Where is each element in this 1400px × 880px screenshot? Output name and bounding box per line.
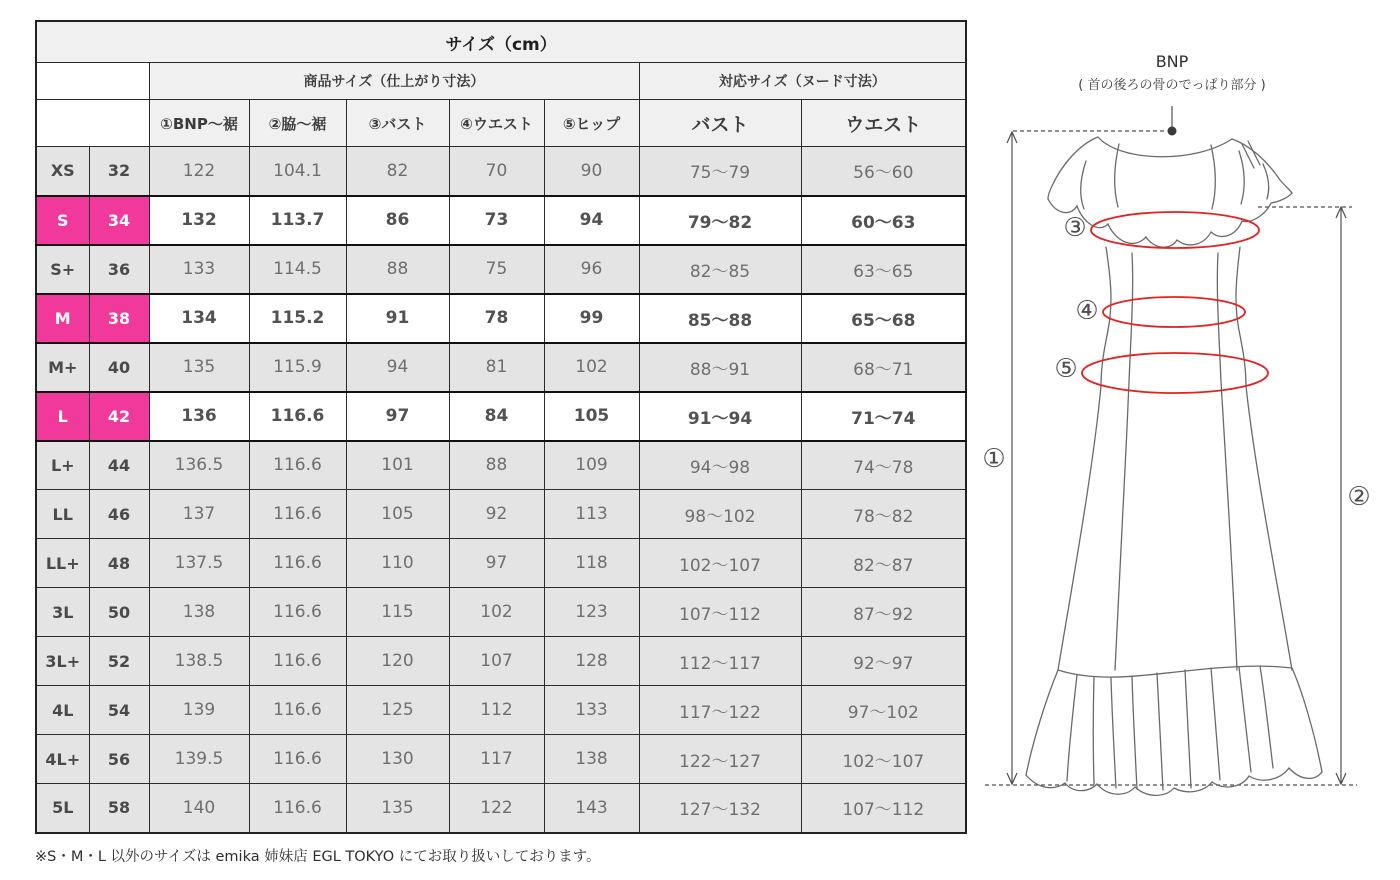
footnote: ※S・M・L 以外のサイズは emika 姉妹店 EGL TOKYO にてお取り扱いしております。 [35,849,601,865]
value-cell: 127～132 [639,784,801,833]
value-cell: 63～65 [801,245,966,294]
value-cell: 78～82 [801,490,966,539]
size-number-cell: 36 [89,245,149,294]
col-header-bust: ③バスト [346,100,449,147]
value-cell: 102～107 [801,735,966,784]
size-label-cell: 3L+ [36,637,89,686]
value-cell: 102～107 [639,539,801,588]
value-cell: 94～98 [639,441,801,490]
value-cell: 137 [149,490,249,539]
table-row [36,588,966,637]
value-cell: 79～82 [639,196,801,245]
value-cell: 107～112 [801,784,966,833]
value-cell: 88 [449,441,544,490]
waist-ellipse [1103,297,1245,327]
bnp-point-dot [1168,127,1177,136]
value-cell: 115.2 [249,294,346,343]
value-cell: 75 [449,245,544,294]
table-row [36,245,966,294]
value-cell: 88 [346,245,449,294]
value-cell: 68～71 [801,343,966,392]
value-cell: 94 [346,343,449,392]
value-cell: 70 [449,147,544,196]
value-cell: 109 [544,441,639,490]
value-cell: 73 [449,196,544,245]
value-cell: 136.5 [149,441,249,490]
table-row [36,735,966,784]
measure-lines [985,106,1357,785]
value-cell: 60～63 [801,196,966,245]
value-cell: 122 [449,784,544,833]
value-cell: 143 [544,784,639,833]
blank-cell [36,100,149,147]
value-cell: 74～78 [801,441,966,490]
size-number-cell: 52 [89,637,149,686]
value-cell: 82～87 [801,539,966,588]
value-cell: 116.6 [249,392,346,441]
group-header-product: 商品サイズ（仕上がり寸法） [149,63,639,100]
value-cell: 87～92 [801,588,966,637]
size-label-cell: S [36,196,89,245]
value-cell: 91～94 [639,392,801,441]
value-cell: 116.6 [249,686,346,735]
value-cell: 98～102 [639,490,801,539]
size-number-cell: 42 [89,392,149,441]
value-cell: 105 [544,392,639,441]
value-cell: 115.9 [249,343,346,392]
value-cell: 56～60 [801,147,966,196]
col-header-hip: ⑤ヒップ [544,100,639,147]
value-cell: 97～102 [801,686,966,735]
marker-1-length: ① [982,444,1006,474]
value-cell: 117 [449,735,544,784]
table-row [36,539,966,588]
value-cell: 104.1 [249,147,346,196]
col-header-nude-waist: ウエスト [801,100,966,147]
group-header-nude: 対応サイズ（ヌード寸法） [639,63,966,100]
value-cell: 82 [346,147,449,196]
table-row [36,343,966,392]
value-cell: 107～112 [639,588,801,637]
value-cell: 118 [544,539,639,588]
value-cell: 122～127 [639,735,801,784]
value-cell: 123 [544,588,639,637]
value-cell: 99 [544,294,639,343]
table-title-row [36,21,966,63]
value-cell: 130 [346,735,449,784]
blank-cell [36,63,149,100]
value-cell: 132 [149,196,249,245]
size-label-cell: 5L [36,784,89,833]
value-cell: 114.5 [249,245,346,294]
measure-ellipses [1082,212,1268,393]
size-label-cell: LL [36,490,89,539]
value-cell: 82～85 [639,245,801,294]
table-row [36,441,966,490]
size-number-cell: 58 [89,784,149,833]
marker-3-bust: ③ [1063,213,1087,243]
size-table [35,20,967,834]
value-cell: 136 [149,392,249,441]
value-cell: 96 [544,245,639,294]
value-cell: 113 [544,490,639,539]
size-number-cell: 38 [89,294,149,343]
value-cell: 92 [449,490,544,539]
value-cell: 133 [149,245,249,294]
table-row [36,686,966,735]
value-cell: 97 [346,392,449,441]
value-cell: 116.6 [249,735,346,784]
dress-diagram [980,40,1400,830]
value-cell: 116.6 [249,588,346,637]
column-header-row [36,100,966,147]
value-cell: 102 [544,343,639,392]
table-row [36,294,966,343]
col-header-waist: ④ウエスト [449,100,544,147]
size-label-cell: S+ [36,245,89,294]
value-cell: 112～117 [639,637,801,686]
value-cell: 86 [346,196,449,245]
table-title: サイズ（cm） [36,21,966,63]
value-cell: 78 [449,294,544,343]
marker-4-waist: ④ [1075,296,1099,326]
size-number-cell: 34 [89,196,149,245]
value-cell: 137.5 [149,539,249,588]
value-cell: 65～68 [801,294,966,343]
size-label-cell: LL+ [36,539,89,588]
value-cell: 113.7 [249,196,346,245]
hip-ellipse [1082,353,1268,393]
value-cell: 120 [346,637,449,686]
value-cell: 105 [346,490,449,539]
size-number-cell: 40 [89,343,149,392]
size-number-cell: 50 [89,588,149,637]
value-cell: 91 [346,294,449,343]
value-cell: 116.6 [249,490,346,539]
marker-2-side-length: ② [1347,482,1371,512]
bnp-note: ( 首の後ろの骨のでっぱり部分 ) [1078,78,1266,93]
value-cell: 94 [544,196,639,245]
value-cell: 81 [449,343,544,392]
size-label-cell: 4L+ [36,735,89,784]
col-header-side-hem: ②脇～裾 [249,100,346,147]
value-cell: 117～122 [639,686,801,735]
size-number-cell: 44 [89,441,149,490]
value-cell: 116.6 [249,637,346,686]
table-row [36,637,966,686]
value-cell: 138.5 [149,637,249,686]
table-row [36,392,966,441]
size-label-cell: L+ [36,441,89,490]
table-row [36,784,966,833]
table-row [36,196,966,245]
size-label-cell: L [36,392,89,441]
value-cell: 139.5 [149,735,249,784]
bnp-label: BNP [1155,52,1189,71]
value-cell: 71～74 [801,392,966,441]
value-cell: 133 [544,686,639,735]
size-number-cell: 46 [89,490,149,539]
value-cell: 115 [346,588,449,637]
size-number-cell: 48 [89,539,149,588]
size-label-cell: M+ [36,343,89,392]
value-cell: 97 [449,539,544,588]
value-cell: 102 [449,588,544,637]
table-row [36,490,966,539]
size-label-cell: 4L [36,686,89,735]
value-cell: 139 [149,686,249,735]
size-label-cell: XS [36,147,89,196]
value-cell: 101 [346,441,449,490]
value-cell: 75～79 [639,147,801,196]
value-cell: 125 [346,686,449,735]
value-cell: 116.6 [249,539,346,588]
size-label-cell: M [36,294,89,343]
value-cell: 140 [149,784,249,833]
marker-5-hip: ⑤ [1054,354,1078,384]
value-cell: 134 [149,294,249,343]
size-number-cell: 56 [89,735,149,784]
size-number-cell: 32 [89,147,149,196]
value-cell: 85～88 [639,294,801,343]
value-cell: 128 [544,637,639,686]
col-header-bnp-hem: ①BNP～裾 [149,100,249,147]
col-header-nude-bust: バスト [639,100,801,147]
value-cell: 116.6 [249,784,346,833]
value-cell: 138 [149,588,249,637]
value-cell: 112 [449,686,544,735]
value-cell: 84 [449,392,544,441]
size-number-cell: 54 [89,686,149,735]
value-cell: 135 [149,343,249,392]
dress-line-art [980,40,1400,830]
table-row [36,147,966,196]
value-cell: 92～97 [801,637,966,686]
value-cell: 90 [544,147,639,196]
size-label-cell: 3L [36,588,89,637]
value-cell: 88～91 [639,343,801,392]
value-cell: 122 [149,147,249,196]
size-table-grid [35,20,967,834]
value-cell: 138 [544,735,639,784]
group-header-row [36,63,966,100]
value-cell: 135 [346,784,449,833]
value-cell: 116.6 [249,441,346,490]
value-cell: 107 [449,637,544,686]
value-cell: 110 [346,539,449,588]
